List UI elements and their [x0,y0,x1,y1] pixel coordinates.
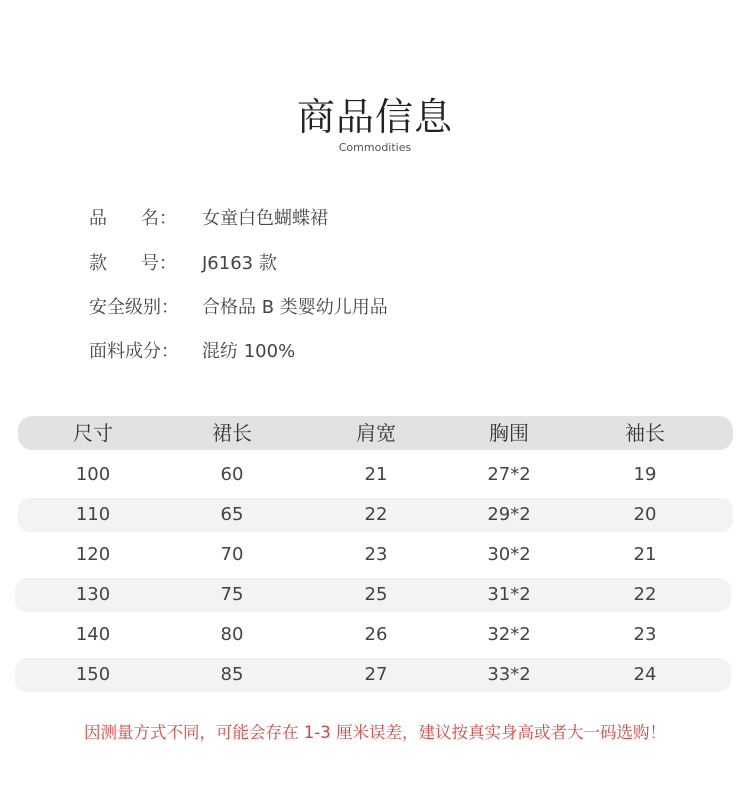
table-cell-shoulder-width: 25 [364,584,388,605]
table-row [15,658,731,692]
header-cell-shoulder-width: 肩宽 [356,421,396,445]
table-cell-size: 110 [75,504,111,525]
header-cell-skirt-length: 裙长 [212,421,252,445]
info-label-style-part1: 款 [89,253,107,274]
table-cell-size: 130 [75,584,111,605]
table-cell-size: 150 [75,664,111,685]
table-cell-shoulder-width: 27 [364,664,388,685]
info-label-name-part2: 名： [141,208,177,229]
table-cell-sleeve-length: 24 [633,664,657,685]
info-value-name: 女童白色蝴蝶裙 [202,208,328,229]
table-row [18,618,733,652]
table-cell-skirt-length: 60 [220,464,244,485]
table-row [18,458,733,492]
table-cell-sleeve-length: 22 [633,584,657,605]
page-subtitle: Commodities [338,141,412,154]
table-cell-skirt-length: 65 [220,504,244,525]
header-cell-bust: 胸围 [489,421,529,445]
info-value-fabric: 混纺 100% [202,341,296,362]
table-cell-bust: 29*2 [487,504,531,525]
size-table-header [18,416,733,450]
info-label-name-part1: 品 [89,208,107,229]
table-cell-sleeve-length: 23 [633,624,657,645]
table-cell-sleeve-length: 21 [633,544,657,565]
header-cell-sleeve-length: 袖长 [625,421,665,445]
table-cell-size: 120 [75,544,111,565]
table-cell-bust: 31*2 [487,584,531,605]
info-value-style: J6163 款 [202,253,277,274]
table-cell-bust: 32*2 [487,624,531,645]
table-cell-shoulder-width: 22 [364,504,388,525]
table-row [18,538,733,572]
table-cell-bust: 33*2 [487,664,531,685]
table-cell-sleeve-length: 20 [633,504,657,525]
table-row [18,498,733,532]
table-cell-skirt-length: 80 [220,624,244,645]
table-cell-size: 100 [75,464,111,485]
size-notice: 因测量方式不同，可能会存在 1-3 厘米误差，建议按真实身高或者大一码选购！ [84,723,666,742]
table-cell-bust: 27*2 [487,464,531,485]
info-label-style [89,250,177,278]
table-cell-skirt-length: 70 [220,544,244,565]
table-cell-skirt-length: 85 [220,664,244,685]
table-cell-shoulder-width: 21 [364,464,388,485]
info-label-style-part2: 号： [141,253,177,274]
page-title: 商品信息 [296,95,453,139]
header-cell-size: 尺寸 [73,421,113,445]
table-cell-shoulder-width: 23 [364,544,388,565]
info-label-safety: 安全级别： [89,297,179,318]
table-cell-shoulder-width: 26 [364,624,388,645]
info-label-fabric: 面料成分： [89,341,179,362]
info-value-safety: 合格品 B 类婴幼儿用品 [202,297,388,318]
table-row [15,578,731,612]
table-cell-sleeve-length: 19 [633,464,657,485]
info-label-name [89,205,177,233]
table-cell-bust: 30*2 [487,544,531,565]
table-cell-skirt-length: 75 [220,584,244,605]
table-cell-size: 140 [75,624,111,645]
